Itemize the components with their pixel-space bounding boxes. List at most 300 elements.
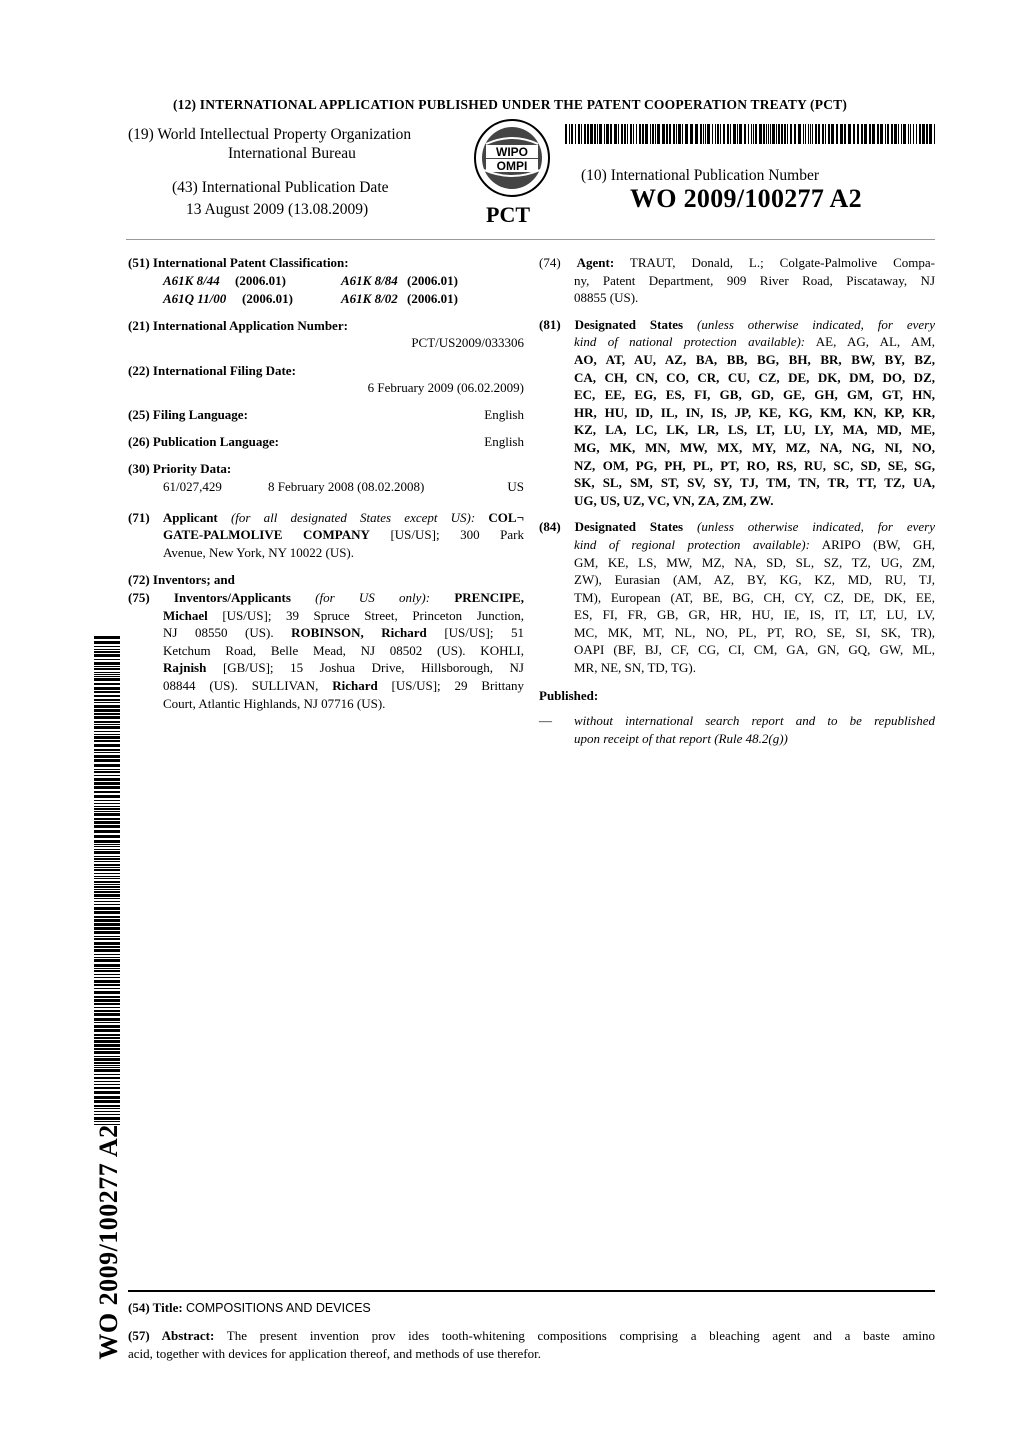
f26-label: (26) Publication Language: — [128, 433, 279, 449]
barcode-bar — [584, 124, 586, 144]
barcode-bar — [751, 124, 752, 144]
f74-label: Agent: — [576, 255, 615, 270]
header-divider — [126, 239, 935, 240]
f74-line3: 08855 (US). — [574, 290, 639, 306]
barcode-bar — [737, 124, 738, 144]
barcode-bar — [919, 124, 921, 144]
barcode-bar — [808, 124, 809, 144]
barcode-bar — [94, 957, 120, 958]
barcode-bar — [922, 124, 925, 144]
published-line1: without international search report and to be republished — [574, 713, 935, 729]
barcode-bar — [94, 716, 120, 719]
barcode-bar — [836, 124, 838, 144]
barcode-bar — [94, 1037, 120, 1039]
f25-value: English — [484, 406, 524, 422]
ipc-date: (2006.01) — [407, 272, 458, 288]
barcode-bar — [627, 124, 628, 144]
barcode-bar — [778, 124, 780, 144]
barcode-bar — [655, 124, 656, 144]
barcode-bar — [94, 856, 120, 857]
abstract-label: (57) Abstract: — [128, 1328, 215, 1343]
logo-ompi-text: OMPI — [496, 159, 528, 173]
barcode-bar — [669, 124, 671, 144]
barcode-bar — [798, 124, 801, 144]
barcode-bar — [94, 674, 120, 675]
f71-label: Applicant — [162, 509, 218, 525]
barcode-bar — [94, 931, 120, 934]
barcode-bar — [753, 124, 754, 144]
f71-rest1: [US/US]; 300 Park — [390, 527, 525, 543]
f75-num: (75) — [128, 589, 150, 605]
barcode-bar — [94, 659, 120, 660]
barcode-bar — [94, 881, 120, 883]
barcode-bar — [94, 1108, 120, 1109]
barcode-bar — [94, 752, 120, 753]
barcode-bar — [94, 1117, 120, 1120]
barcode-bar — [636, 124, 637, 144]
abstract-section — [128, 1327, 935, 1362]
barcode-bar — [790, 124, 792, 144]
f74-line1: TRAUT, Donald, L.; Colgate-Palmolive Compa- — [629, 255, 935, 270]
f51-label: (51) International Patent Classification: — [128, 255, 349, 270]
barcode-bar — [94, 771, 120, 773]
barcode-bar — [571, 124, 573, 144]
barcode-bar — [94, 724, 120, 725]
barcode-bar — [94, 867, 120, 868]
side-barcode — [94, 636, 120, 1126]
barcode-bar — [94, 1010, 120, 1012]
region-line: ZW), Eurasian (AM, AZ, BY, KG, KZ, MD, RU, TJ, — [574, 572, 935, 588]
barcode-bar — [94, 641, 120, 644]
ipc-class: A61K 8/02 — [341, 290, 398, 306]
barcode-bar — [575, 124, 576, 144]
barcode-bar — [727, 124, 729, 144]
barcode-bar — [825, 124, 826, 144]
barcode-bar — [94, 919, 120, 922]
barcode-bar — [776, 124, 777, 144]
barcode-bar — [94, 999, 120, 1002]
barcode-bar — [94, 942, 120, 945]
barcode-bar — [94, 968, 120, 969]
bottom-divider — [128, 1290, 935, 1292]
barcode-bar — [590, 124, 593, 144]
barcode-bar — [94, 1077, 120, 1079]
barcode-bar — [94, 821, 120, 824]
barcode-bar — [610, 124, 612, 144]
top-barcode — [565, 124, 935, 144]
barcode-bar — [94, 1091, 120, 1094]
f25-label: (25) Filing Language: — [128, 406, 248, 422]
barcode-bar — [94, 849, 120, 850]
barcode-bar — [94, 1044, 120, 1047]
barcode-bar — [94, 1069, 120, 1072]
barcode-bar — [898, 124, 899, 144]
barcode-bar — [877, 124, 879, 144]
barcode-bar — [94, 749, 120, 751]
region-line: MC, MK, MT, NL, NO, PL, PT, RO, SE, SI, SK, TR), — [574, 624, 935, 640]
barcode-bar — [94, 744, 120, 747]
barcode-bar — [94, 1114, 120, 1115]
country-line: HR, HU, ID, IL, IN, IS, JP, KE, KG, KM, KN, KP, KR, — [574, 404, 935, 420]
f75-label: Inventors/Applicants — [173, 589, 291, 605]
priority-date: 8 February 2008 (08.02.2008) — [268, 478, 425, 494]
barcode-bar — [94, 1003, 120, 1005]
barcode-bar — [901, 124, 902, 144]
barcode-bar — [94, 636, 120, 639]
barcode-bar — [910, 124, 911, 144]
barcode-bar — [781, 124, 783, 144]
barcode-bar — [94, 858, 120, 860]
f84-num: (84) — [539, 519, 561, 535]
barcode-bar — [94, 964, 120, 967]
barcode-bar — [94, 938, 120, 940]
inventor-line: Michael [US/US]; 39 Spruce Street, Princeton Junction, — [163, 607, 524, 623]
barcode-bar — [94, 672, 120, 673]
f22-label: (22) International Filing Date: — [128, 362, 296, 378]
barcode-bar — [794, 124, 796, 144]
barcode-bar — [94, 927, 120, 930]
barcode-bar — [803, 124, 804, 144]
barcode-bar — [614, 124, 617, 144]
barcode-bar — [715, 124, 716, 144]
f71-name-part1: COL¬ — [488, 509, 524, 525]
barcode-bar — [812, 124, 813, 144]
barcode-bar — [94, 894, 120, 897]
barcode-bar — [94, 778, 120, 781]
barcode-bar — [891, 124, 893, 144]
publication-number-label: (10) International Publication Number — [581, 167, 820, 184]
f21-label: (21) International Application Number: — [128, 317, 348, 333]
priority-number: 61/027,429 — [163, 478, 222, 494]
barcode-bar — [94, 726, 120, 729]
barcode-bar — [94, 1067, 120, 1068]
barcode-bar — [94, 974, 120, 975]
barcode-bar — [94, 683, 120, 685]
barcode-bar — [690, 124, 693, 144]
barcode-bar — [755, 124, 757, 144]
barcode-bar — [676, 124, 677, 144]
barcode-bar — [94, 811, 120, 812]
barcode-bar — [869, 124, 871, 144]
barcode-bar — [657, 124, 660, 144]
f72-label: (72) Inventors; and — [128, 572, 235, 588]
barcode-bar — [94, 646, 120, 647]
barcode-bar — [94, 884, 120, 885]
barcode-bar — [94, 949, 120, 952]
ipc-class: A61K 8/84 — [341, 272, 398, 288]
barcode-bar — [94, 904, 120, 905]
publication-number-value: WO 2009/100277 A2 — [630, 184, 862, 213]
barcode-bar — [94, 984, 120, 986]
barcode-bar — [94, 898, 120, 899]
country-line: MG, MK, MN, MW, MX, MY, MZ, NA, NG, NI, NO, — [574, 439, 935, 455]
barcode-bar — [744, 124, 746, 144]
barcode-bar — [94, 775, 120, 776]
barcode-bar — [94, 1096, 120, 1099]
barcode-bar — [730, 124, 731, 144]
barcode-bar — [913, 124, 914, 144]
barcode-bar — [94, 1074, 120, 1075]
barcode-bar — [618, 124, 619, 144]
barcode-bar — [94, 691, 120, 693]
barcode-bar — [695, 124, 698, 144]
pct-label: PCT — [486, 202, 530, 227]
logo-wipo-text: WIPO — [496, 145, 528, 159]
barcode-bar — [864, 124, 867, 144]
priority-country: US — [507, 478, 524, 494]
f74-line2: ny, Patent Department, 909 River Road, Piscataway, NJ — [574, 272, 935, 288]
barcode-bar — [94, 991, 120, 994]
barcode-bar — [828, 124, 830, 144]
barcode-bar — [94, 769, 120, 770]
barcode-bar — [739, 124, 742, 144]
barcode-bar — [810, 124, 811, 144]
f30-label: (30) Priority Data: — [128, 460, 232, 476]
barcode-bar — [712, 124, 713, 144]
barcode-bar — [94, 1013, 120, 1016]
barcode-bar — [903, 124, 906, 144]
barcode-bar — [94, 980, 120, 983]
barcode-bar — [94, 731, 120, 732]
barcode-bar — [662, 124, 665, 144]
f71-name-part2: GATE-PALMOLIVE COMPANY — [163, 527, 370, 543]
f21-value: PCT/US2009/033306 — [411, 335, 524, 351]
barcode-bar — [94, 864, 120, 866]
barcode-bar — [94, 808, 120, 810]
title-label: (54) Title: — [128, 1300, 183, 1315]
barcode-bar — [94, 830, 120, 833]
region-line: OAPI (BF, BJ, CF, CG, CI, CM, GA, GN, GQ, GW, ML, — [574, 642, 935, 658]
barcode-bar — [94, 954, 120, 955]
barcode-bar — [94, 668, 120, 670]
barcode-bar — [94, 846, 120, 847]
barcode-bar — [872, 124, 875, 144]
barcode-bar — [94, 844, 120, 845]
barcode-bar — [94, 764, 120, 767]
barcode-bar — [94, 786, 120, 789]
barcode-bar — [94, 996, 120, 998]
barcode-bar — [650, 124, 651, 144]
barcode-bar — [908, 124, 909, 144]
f84-label: Designated States — [574, 519, 684, 535]
barcode-bar — [723, 124, 725, 144]
barcode-bar — [926, 124, 928, 144]
barcode-bar — [645, 124, 648, 144]
f22-value: 6 February 2009 (06.02.2009) — [367, 380, 524, 396]
barcode-bar — [94, 1025, 120, 1028]
side-publication-number: WO 2009/100277 A2 — [94, 1124, 123, 1360]
barcode-bar — [94, 835, 120, 838]
barcode-bar — [94, 869, 120, 871]
barcode-bar — [94, 1056, 120, 1057]
barcode-bar — [822, 124, 824, 144]
barcode-bar — [94, 1111, 120, 1112]
barcode-bar — [682, 124, 683, 144]
title-value: COMPOSITIONS AND DEVICES — [186, 1301, 371, 1315]
barcode-bar — [94, 891, 120, 893]
barcode-bar — [94, 806, 120, 807]
barcode-bar — [94, 1040, 120, 1043]
barcode-bar — [94, 721, 120, 723]
barcode-bar — [887, 124, 889, 144]
barcode-bar — [94, 678, 120, 681]
publication-date-value: 13 August 2009 (13.08.2009) — [186, 201, 369, 218]
published-label: Published: — [539, 687, 599, 703]
barcode-bar — [94, 1048, 120, 1050]
barcode-bar — [94, 818, 120, 820]
barcode-bar — [94, 1022, 120, 1023]
barcode-bar — [94, 736, 120, 739]
barcode-bar — [94, 1065, 120, 1066]
barcode-bar — [94, 662, 120, 665]
f84-first: ARIPO (BW, GH, — [821, 536, 935, 552]
barcode-bar — [94, 695, 120, 697]
right-column — [539, 254, 935, 747]
inventor-line: Court, Atlantic Highlands, NJ 07716 (US). — [163, 695, 386, 711]
barcode-bar — [929, 124, 932, 144]
inventor-line: 08844 (US). SULLIVAN, Richard [US/US]; 29 Brittany — [163, 677, 524, 693]
barcode-bar — [805, 124, 806, 144]
barcode-bar — [94, 840, 120, 843]
ipc-class: A61K 8/44 — [163, 272, 220, 288]
country-line: NZ, OM, PG, PH, PL, PT, RO, RS, RU, SC, SD, SE, SG, — [574, 457, 935, 473]
barcode-bar — [94, 1084, 120, 1085]
barcode-bar — [844, 124, 846, 144]
barcode-bar — [94, 946, 120, 948]
f81-label: Designated States — [574, 316, 684, 332]
region-line: ES, FI, FR, GB, GR, HR, HU, IE, IS, IT, LT, LU, LV, — [574, 607, 935, 623]
barcode-bar — [94, 876, 120, 877]
barcode-bar — [770, 124, 771, 144]
barcode-bar — [581, 124, 582, 144]
barcode-bar — [94, 923, 120, 926]
ipc-date: (2006.01) — [407, 290, 458, 306]
barcode-bar — [94, 1105, 120, 1107]
barcode-bar — [818, 124, 820, 144]
barcode-bar — [94, 1121, 120, 1122]
document-title: (12) INTERNATIONAL APPLICATION PUBLISHED UNDER THE PATENT COOPERATION TREATY (PCT) — [172, 97, 848, 112]
barcode-bar — [857, 124, 859, 144]
barcode-bar — [720, 124, 721, 144]
barcode-bar — [94, 740, 120, 742]
published-line2: upon receipt of that report (Rule 48.2(g)) — [574, 730, 788, 746]
barcode-bar — [639, 124, 641, 144]
barcode-bar — [94, 687, 120, 690]
f81-num: (81) — [539, 316, 561, 332]
barcode-bar — [94, 1081, 120, 1082]
barcode-bar — [94, 734, 120, 735]
barcode-bar — [94, 1034, 120, 1036]
barcode-bar — [94, 755, 120, 758]
f84-note2: kind of regional protection available): — [574, 536, 810, 552]
barcode-bar — [94, 699, 120, 701]
abstract-line1: The present invention prov ides tooth-whitening compositions comprising a bleaching agent and a baste amino — [226, 1328, 935, 1343]
country-line: SK, SL, SM, ST, SV, SY, TJ, TM, TN, TR, TT, TZ, UA, — [574, 475, 935, 491]
barcode-bar — [705, 124, 706, 144]
barcode-bar — [673, 124, 675, 144]
barcode-bar — [885, 124, 886, 144]
barcode-bar — [94, 759, 120, 762]
barcode-bar — [578, 124, 580, 144]
barcode-bar — [772, 124, 775, 144]
barcode-bar — [94, 795, 120, 798]
barcode-bar — [94, 1007, 120, 1008]
barcode-bar — [934, 124, 935, 144]
barcode-bar — [94, 901, 120, 902]
barcode-bar — [894, 124, 897, 144]
barcode-bar — [94, 705, 120, 708]
barcode-bar — [853, 124, 855, 144]
organization-name: (19) World Intellectual Property Organization — [128, 126, 412, 143]
barcode-bar — [94, 654, 120, 657]
f75-note: (for US only): — [315, 589, 431, 605]
barcode-bar — [587, 124, 589, 144]
barcode-bar — [703, 124, 704, 144]
barcode-bar — [666, 124, 668, 144]
barcode-bar — [94, 666, 120, 667]
barcode-bar — [621, 124, 623, 144]
barcode-bar — [94, 782, 120, 785]
barcode-bar — [768, 124, 769, 144]
barcode-bar — [784, 124, 786, 144]
barcode-bar — [848, 124, 851, 144]
barcode-bar — [606, 124, 609, 144]
barcode-bar — [594, 124, 596, 144]
barcode-bar — [94, 907, 120, 910]
f81-note2: kind of national protection available): — [574, 334, 806, 350]
barcode-bar — [94, 702, 120, 703]
barcode-bar — [624, 124, 626, 144]
barcode-bar — [94, 851, 120, 854]
barcode-bar — [94, 889, 120, 890]
barcode-bar — [678, 124, 681, 144]
inventor-line: Rajnish [GB/US]; 15 Joshua Drive, Hillsborough, NJ — [163, 660, 524, 676]
f84-note1: (unless otherwise indicated, for every — [697, 519, 936, 535]
barcode-bar — [766, 124, 767, 144]
published-dash: — — [539, 713, 552, 729]
barcode-bar — [604, 124, 605, 144]
barcode-bar — [94, 911, 120, 914]
barcode-bar — [94, 1062, 120, 1064]
barcode-bar — [880, 124, 883, 144]
barcode-bar — [94, 886, 120, 888]
barcode-bar — [733, 124, 736, 144]
f75-first: PRENCIPE, — [454, 589, 525, 605]
publication-date-label: (43) International Publication Date — [172, 179, 389, 196]
barcode-bar — [597, 124, 598, 144]
barcode-bar — [94, 1051, 120, 1054]
barcode-bar — [94, 977, 120, 978]
barcode-bar — [565, 124, 567, 144]
country-line: AO, AT, AU, AZ, BA, BB, BG, BH, BR, BW, BY, BZ, — [574, 351, 935, 367]
country-line: UG, US, UZ, VC, VN, ZA, ZM, ZW. — [574, 492, 774, 508]
ipc-date: (2006.01) — [242, 290, 293, 306]
country-line: CA, CH, CN, CO, CR, CU, CZ, DE, DK, DM, DO, DZ, — [574, 369, 935, 385]
barcode-bar — [94, 1087, 120, 1089]
abstract-line2: acid, together with devices for application thereof, and methods of use therefor. — [128, 1345, 541, 1361]
barcode-bar — [94, 651, 120, 653]
f81-note1: (unless otherwise indicated, for every — [697, 316, 936, 332]
barcode-bar — [94, 1058, 120, 1061]
barcode-bar — [94, 861, 120, 862]
region-line: MR, NE, SN, TD, TG). — [574, 660, 696, 676]
barcode-bar — [569, 124, 570, 144]
barcode-bar — [717, 124, 719, 144]
barcode-bar — [94, 813, 120, 816]
left-column — [128, 254, 524, 712]
barcode-bar — [94, 713, 120, 715]
barcode-bar — [94, 676, 120, 677]
